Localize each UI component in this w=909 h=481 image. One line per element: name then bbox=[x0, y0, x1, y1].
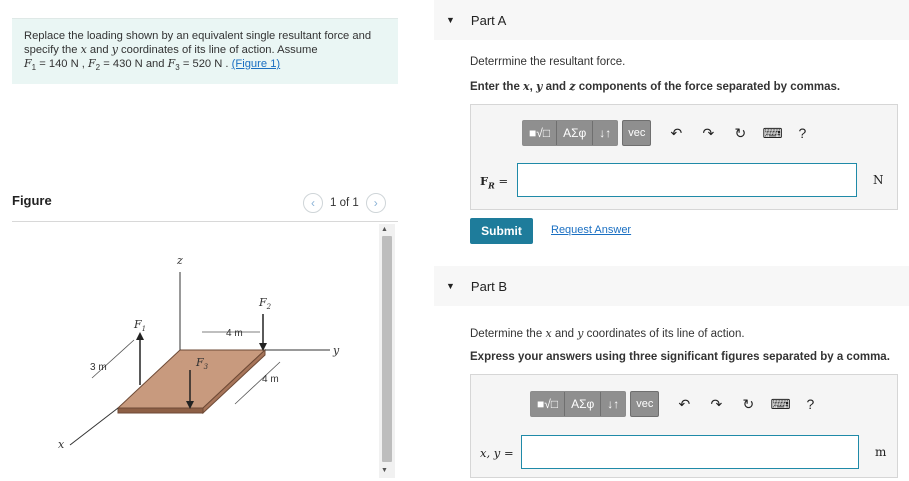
problem-and: and bbox=[86, 44, 112, 56]
scroll-down-icon[interactable]: ▼ bbox=[381, 467, 388, 474]
part-b-prompt-pre: Determine the bbox=[470, 328, 546, 340]
axis-y-label: y bbox=[333, 344, 340, 357]
axis-z-label: z bbox=[177, 254, 183, 267]
f2-symbol: F bbox=[88, 57, 96, 70]
fr-subscript: R bbox=[488, 180, 495, 191]
part-a-answer-input[interactable] bbox=[517, 163, 857, 197]
part-b-math-toolbar bbox=[530, 391, 823, 417]
redo-icon[interactable]: ↷ bbox=[710, 395, 723, 412]
templates-button[interactable]: ■√□ bbox=[523, 121, 557, 145]
reset-icon[interactable]: ↻ bbox=[742, 395, 755, 412]
part-a-instr-sep: , bbox=[529, 81, 536, 93]
part-a-prompt: Deterrmine the resultant force. bbox=[470, 56, 626, 68]
f1-value: = 140 N , bbox=[36, 58, 89, 70]
part-a-answer-label bbox=[480, 174, 508, 190]
f1-figure-label bbox=[133, 318, 146, 333]
part-b-toolbar-group bbox=[530, 391, 626, 417]
f1-fig-symbol: F bbox=[134, 318, 142, 331]
collapse-triangle-icon: ▼ bbox=[446, 281, 455, 291]
part-a-instr-x: x bbox=[523, 80, 530, 93]
f3-symbol: F bbox=[167, 57, 176, 70]
f2-figure-label bbox=[258, 296, 272, 311]
part-a-instr-and: and bbox=[542, 81, 570, 93]
f2-fig-symbol: F bbox=[259, 296, 267, 309]
keyboard-icon[interactable]: ⌨ bbox=[770, 395, 791, 412]
prev-figure-button[interactable] bbox=[303, 193, 323, 213]
f2-value: = 430 N and bbox=[100, 58, 168, 70]
arrows-button[interactable]: ↓↑ bbox=[599, 126, 612, 140]
part-b-instruction: Express your answers using three significant figures separated by a comma. bbox=[470, 351, 890, 363]
help-icon[interactable]: ? bbox=[798, 125, 807, 141]
scroll-up-icon[interactable]: ▲ bbox=[381, 226, 388, 233]
f3-value: = 520 N . bbox=[179, 58, 229, 70]
problem-statement bbox=[12, 18, 398, 84]
templates-button[interactable]: ■√□ bbox=[531, 392, 565, 416]
part-b-prompt-x: x bbox=[545, 327, 552, 340]
part-b-prompt-post: coordinates of its line of action. bbox=[583, 328, 745, 340]
vec-button[interactable]: vec bbox=[630, 391, 659, 417]
request-answer-link[interactable]: Request Answer bbox=[551, 224, 632, 236]
undo-icon[interactable]: ↶ bbox=[670, 124, 683, 141]
f2-fig-sub: 2 bbox=[266, 303, 272, 311]
dim-3m-label: 3 m bbox=[90, 362, 107, 373]
f2-subscript: 2 bbox=[95, 63, 101, 73]
part-a-math-toolbar bbox=[522, 120, 815, 146]
problem-text-2: coordinates of its line of action. Assume bbox=[117, 44, 318, 56]
fr-symbol: F bbox=[480, 174, 489, 188]
figure-divider bbox=[12, 221, 398, 222]
figure-title: Figure bbox=[12, 193, 52, 208]
part-b-prompt bbox=[470, 327, 745, 340]
plate-front bbox=[118, 408, 203, 413]
part-a-instr-y: y bbox=[536, 80, 543, 93]
redo-icon[interactable]: ↷ bbox=[702, 124, 715, 141]
f1-subscript: 1 bbox=[31, 63, 37, 73]
part-b-answer-input[interactable] bbox=[521, 435, 859, 469]
chevron-right-icon: › bbox=[373, 196, 378, 210]
keyboard-icon[interactable]: ⌨ bbox=[762, 124, 783, 141]
part-a-header[interactable] bbox=[434, 0, 909, 40]
f3-fig-sub: 3 bbox=[203, 363, 209, 371]
dim-4m-top-label: 4 m bbox=[226, 328, 243, 339]
reset-icon[interactable]: ↻ bbox=[734, 124, 747, 141]
part-a-instr-z: z bbox=[569, 80, 576, 93]
part-a-title: Part A bbox=[470, 12, 507, 28]
part-a-unit: N bbox=[873, 173, 884, 187]
next-figure-button[interactable] bbox=[366, 193, 386, 213]
x-axis bbox=[70, 408, 118, 445]
part-b-header[interactable] bbox=[434, 266, 909, 306]
submit-button[interactable]: Submit bbox=[470, 218, 533, 244]
part-a-toolbar-group bbox=[522, 120, 618, 146]
chevron-left-icon: ‹ bbox=[311, 196, 315, 210]
fr-equals: = bbox=[494, 174, 509, 188]
f1-symbol: F bbox=[24, 57, 32, 70]
figure-link[interactable]: (Figure 1) bbox=[231, 58, 281, 70]
greek-button[interactable]: ΑΣφ bbox=[557, 121, 593, 145]
help-icon[interactable]: ? bbox=[806, 396, 815, 412]
part-a-instruction bbox=[470, 80, 840, 93]
figure-scrollbar-thumb[interactable] bbox=[382, 236, 392, 462]
undo-icon[interactable]: ↶ bbox=[678, 395, 691, 412]
greek-button[interactable]: ΑΣφ bbox=[565, 392, 601, 416]
collapse-triangle-icon: ▼ bbox=[446, 15, 455, 25]
dim-4m-bottom-label: 4 m bbox=[262, 374, 279, 385]
part-a-instr-pre: Enter the bbox=[470, 81, 524, 93]
part-b-unit: m bbox=[875, 445, 887, 459]
pager-count: 1 of 1 bbox=[330, 197, 359, 209]
f1-fig-sub: 1 bbox=[141, 325, 147, 333]
f1-arrow-head bbox=[136, 332, 144, 340]
vec-button[interactable]: vec bbox=[622, 120, 651, 146]
f3-fig-symbol: F bbox=[196, 356, 204, 369]
part-b-answer-label: x, y = bbox=[480, 446, 514, 460]
part-b-prompt-and: and bbox=[551, 328, 578, 340]
figure-pager bbox=[303, 193, 386, 213]
var-x: x bbox=[80, 43, 87, 56]
arrows-button[interactable]: ↓↑ bbox=[607, 397, 620, 411]
problem-text-1: Replace the loading shown by an equivalent single resultant force and specify the bbox=[24, 30, 372, 56]
axis-x-label: x bbox=[58, 438, 65, 451]
plate-figure bbox=[30, 240, 375, 465]
var-y: y bbox=[111, 43, 118, 56]
f3-subscript: 3 bbox=[175, 63, 180, 73]
part-a-instr-post: components of the force separated by commas. bbox=[575, 81, 841, 93]
part-b-title: Part B bbox=[470, 278, 508, 294]
part-b-prompt-y: y bbox=[577, 327, 584, 340]
